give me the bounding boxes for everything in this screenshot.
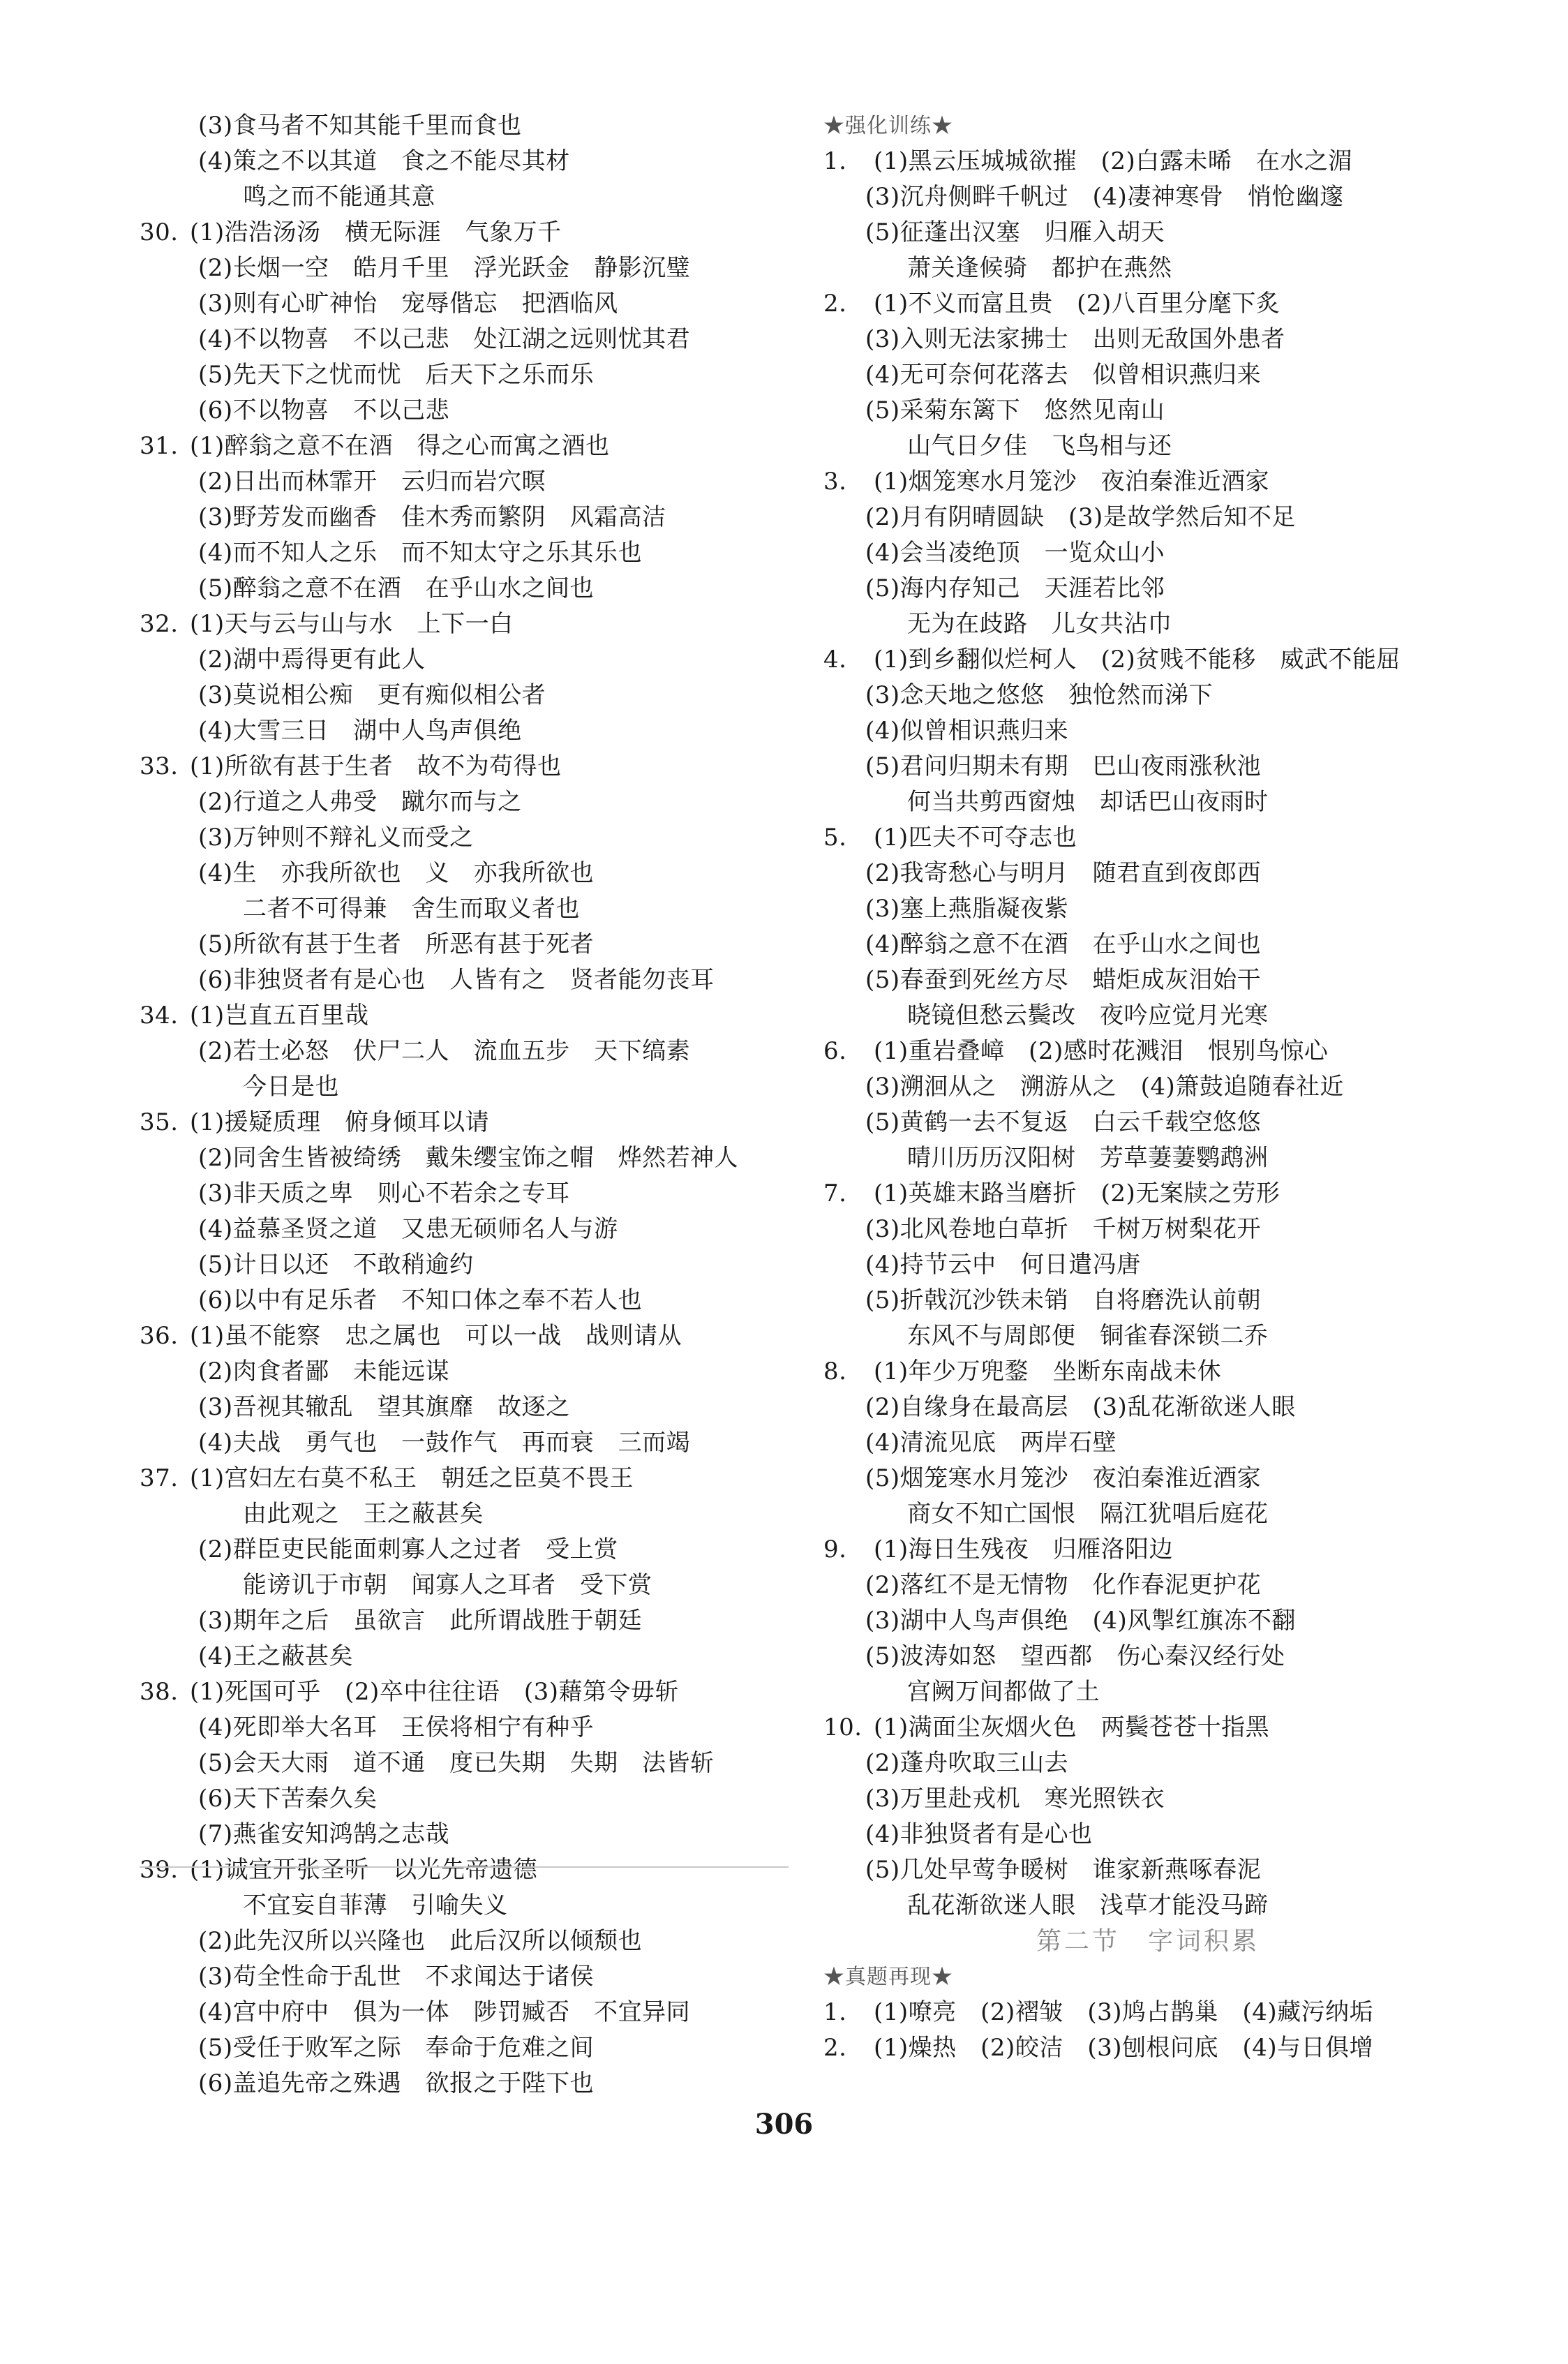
question-number: 6. <box>823 1037 847 1065</box>
answer-text: 何当共剪西窗烛 却话巴山夜雨时 <box>907 788 1269 816</box>
answer-text: (5)先天下之忧而忧 后天下之乐而乐 <box>198 361 595 389</box>
answer-text: (3)万钟则不辩礼义而受之 <box>198 824 474 852</box>
answer-text: (5)海内存知己 天涯若比邻 <box>865 574 1165 602</box>
answer-text: (5)君问归期未有期 巴山夜雨涨秋池 <box>865 752 1262 780</box>
answer-line <box>823 215 1472 251</box>
question-number: 36. <box>140 1322 179 1350</box>
answer-line <box>823 1532 1472 1568</box>
answer-line <box>140 1034 789 1069</box>
answer-text: (3)北风卷地白草折 千树万树梨花开 <box>865 1215 1262 1243</box>
answer-text: (3)沉舟侧畔千帆过 (4)凄神寒骨 悄怆幽邃 <box>865 183 1344 211</box>
answer-line <box>140 571 789 607</box>
answer-line <box>823 571 1472 607</box>
answer-line <box>823 1425 1472 1461</box>
answer-text: (2)长烟一空 皓月千里 浮光跃金 静影沉璧 <box>198 254 691 282</box>
question-number: 10. <box>823 1713 863 1741</box>
question-number: 35. <box>140 1108 179 1136</box>
answer-text: (5)所欲有甚于生者 所恶有甚于死者 <box>198 930 595 958</box>
question-number: 34. <box>140 1002 179 1029</box>
answer-line <box>823 500 1472 535</box>
answer-text: (1)浩浩汤汤 横无际涯 气象万千 <box>190 218 562 246</box>
answer-line <box>140 1390 789 1425</box>
answer-text: (4)清流见底 两岸石壁 <box>865 1429 1117 1457</box>
answer-line <box>823 464 1472 500</box>
answer-text: (3)非天质之卑 则心不若余之专耳 <box>198 1180 570 1207</box>
answer-text: (1)死国可乎 (2)卒中往往语 (3)藉第令毋斩 <box>190 1678 679 1706</box>
answer-text: 宫阙万间都做了土 <box>907 1678 1100 1706</box>
answer-line <box>823 1674 1472 1710</box>
answer-line <box>823 1496 1472 1532</box>
answer-text: (1)烟笼寒水月笼沙 夜泊秦淮近酒家 <box>874 468 1270 496</box>
answer-text: (2)蓬舟吹取三山去 <box>865 1749 1069 1777</box>
answer-line <box>823 1710 1472 1746</box>
answer-text: (5)醉翁之意不在酒 在乎山水之间也 <box>198 574 595 602</box>
answer-line <box>823 962 1472 998</box>
answer-line <box>140 1532 789 1568</box>
answer-text: (1)黑云压城城欲摧 (2)白露未晞 在水之湄 <box>874 147 1352 175</box>
answer-text: (4)生 亦我所欲也 义 亦我所欲也 <box>198 859 595 887</box>
answer-line <box>140 1888 789 1924</box>
answer-text: (3)苟全性命于乱世 不求闻达于诸侯 <box>198 1963 595 1991</box>
question-number: 2. <box>823 290 847 318</box>
answer-line <box>823 144 1472 179</box>
answer-line <box>823 357 1472 393</box>
answer-line <box>140 500 789 535</box>
answer-line <box>140 1461 789 1496</box>
answer-line <box>823 535 1472 571</box>
answer-line <box>823 749 1472 785</box>
answer-text: (2)自缘身在最高层 (3)乱花渐欲迷人眼 <box>865 1393 1296 1421</box>
answer-text: 乱花渐欲迷人眼 浅草才能没马蹄 <box>907 1891 1269 1919</box>
answer-text: (2)同舍生皆被绮绣 戴朱缨宝饰之帽 烨然若神人 <box>198 1144 739 1172</box>
answer-text: (6)天下苦秦久矣 <box>198 1785 378 1813</box>
section-header: ★真题再现★ <box>823 1965 953 1989</box>
answer-line <box>140 1710 789 1746</box>
answer-line <box>140 464 789 500</box>
answer-text: 不宜妄自菲薄 引喻失义 <box>243 1891 508 1919</box>
answer-line <box>140 1674 789 1710</box>
answer-line <box>140 1924 789 1959</box>
answer-line <box>140 1995 789 2030</box>
answer-text: (3)期年之后 虽欲言 此所谓战胜于朝廷 <box>198 1607 643 1635</box>
answer-line <box>140 678 789 713</box>
answer-line <box>823 1247 1472 1283</box>
answer-text: (4)会当凌绝顶 一览众山小 <box>865 539 1165 567</box>
answer-line <box>140 891 789 927</box>
answer-text: (6)非独贤者有是心也 人皆有之 贤者能勿丧耳 <box>198 966 715 994</box>
answer-text: (3)湖中人鸟声俱绝 (4)风掣红旗冻不翻 <box>865 1607 1296 1635</box>
answer-line <box>823 891 1472 927</box>
answer-text: 萧关逢候骑 都护在燕然 <box>907 254 1172 282</box>
answer-text: (5)波涛如怒 望西都 伤心秦汉经行处 <box>865 1642 1285 1670</box>
section-title: 第二节 字词积累 <box>1036 1927 1260 1956</box>
question-number: 39. <box>140 1856 179 1884</box>
answer-line <box>823 322 1472 357</box>
answer-line <box>140 1354 789 1390</box>
answer-line <box>140 1639 789 1674</box>
question-number: 5. <box>823 824 847 852</box>
answer-line <box>140 1568 789 1603</box>
question-number: 37. <box>140 1464 179 1492</box>
answer-line <box>823 785 1472 820</box>
answer-line <box>823 1603 1472 1639</box>
answer-line <box>140 535 789 571</box>
answer-text: (2)月有阴晴圆缺 (3)是故学然后知不足 <box>865 503 1296 531</box>
answer-line <box>140 108 789 144</box>
answer-line <box>140 322 789 357</box>
answer-text: (1)年少万兜鍪 坐断东南战未休 <box>874 1358 1222 1385</box>
answer-text: (5)会天大雨 道不通 度已失期 失期 法皆斩 <box>198 1749 715 1777</box>
answer-text: (1)诚宜开张圣听 以光先帝遗德 <box>190 1856 538 1884</box>
answer-line <box>140 357 789 393</box>
section-header: ★强化训练★ <box>823 114 953 138</box>
answer-text: (4)而不知人之乐 而不知太守之乐其乐也 <box>198 539 643 567</box>
question-number: 8. <box>823 1358 847 1385</box>
answer-text: (1)匹夫不可夺志也 <box>874 824 1077 852</box>
answer-line <box>823 1568 1472 1603</box>
answer-line <box>823 1140 1472 1176</box>
answer-line <box>140 1140 789 1176</box>
answer-text: (6)以中有足乐者 不知口体之奉不若人也 <box>198 1286 643 1314</box>
answer-line <box>823 820 1472 856</box>
answer-text: 二者不可得兼 舍生而取义者也 <box>243 895 580 923</box>
answer-line <box>140 1603 789 1639</box>
question-number: 9. <box>823 1536 847 1563</box>
answer-line <box>823 393 1472 429</box>
answer-text: (3)则有心旷神怡 宠辱偕忘 把酒临风 <box>198 290 618 318</box>
answer-line <box>823 1069 1472 1105</box>
answer-text: 鸣之而不能通其意 <box>243 183 435 211</box>
answer-line <box>140 607 789 642</box>
answer-line <box>140 1247 789 1283</box>
answer-line <box>140 998 789 1034</box>
answer-text: (4)持节云中 何日遣冯唐 <box>865 1251 1141 1279</box>
answer-line <box>140 1425 789 1461</box>
answer-text: (1)嘹亮 (2)褶皱 (3)鸠占鹊巢 (4)藏污纳垢 <box>874 1998 1374 2026</box>
answer-text: (4)宫中府中 俱为一体 陟罚臧否 不宜异同 <box>198 1998 691 2026</box>
answer-text: (5)受任于败军之际 奉命于危难之间 <box>198 2034 595 2062</box>
answer-text: (5)采菊东篱下 悠然见南山 <box>865 396 1165 424</box>
answer-line <box>823 1852 1472 1888</box>
answer-line <box>140 393 789 429</box>
answer-text: (1)英雄末路当磨折 (2)无案牍之劳形 <box>874 1180 1280 1207</box>
answer-line <box>823 713 1472 749</box>
question-number: 2. <box>823 2034 847 2062</box>
answer-text: 由此观之 王之蔽甚矣 <box>243 1500 484 1528</box>
answer-text: (5)春蚕到死丝方尽 蜡炬成灰泪始干 <box>865 966 1262 994</box>
answer-text: (5)折戟沉沙铁未销 自将磨洗认前朝 <box>865 1286 1262 1314</box>
question-number: 7. <box>823 1180 847 1207</box>
question-number: 33. <box>140 752 179 780</box>
question-number: 4. <box>823 646 847 674</box>
answer-line <box>140 144 789 179</box>
answer-line <box>823 1212 1472 1247</box>
answer-line <box>823 927 1472 962</box>
answer-text: (4)非独贤者有是心也 <box>865 1820 1093 1848</box>
answer-text: (3)塞上燕脂凝夜紫 <box>865 895 1069 923</box>
answer-line <box>140 927 789 962</box>
answer-text: (1)所欲有甚于生者 故不为苟得也 <box>190 752 562 780</box>
answer-text: (7)燕雀安知鸿鹄之志哉 <box>198 1820 450 1848</box>
answer-text: 晓镜但愁云鬓改 夜吟应觉月光寒 <box>907 1002 1269 1029</box>
answer-line <box>823 678 1472 713</box>
answer-text: (2)我寄愁心与明月 随君直到夜郎西 <box>865 859 1262 887</box>
answer-text: (2)肉食者鄙 未能远谋 <box>198 1358 450 1385</box>
answer-line <box>823 251 1472 286</box>
answer-line <box>823 1390 1472 1425</box>
answer-line <box>140 1105 789 1140</box>
answer-text: (3)万里赴戎机 寒光照铁衣 <box>865 1785 1165 1813</box>
answer-text: (1)到乡翻似烂柯人 (2)贫贱不能移 威武不能屈 <box>874 646 1401 674</box>
answer-line <box>140 1176 789 1212</box>
answer-line <box>823 1318 1472 1354</box>
answer-line <box>140 215 789 251</box>
answer-line <box>823 998 1472 1034</box>
question-number: 38. <box>140 1678 179 1706</box>
answer-text: (1)不义而富且贵 (2)八百里分麾下炙 <box>874 290 1280 318</box>
answer-line <box>140 251 789 286</box>
right-column <box>823 108 1472 2066</box>
answer-text: (6)不以物喜 不以己悲 <box>198 396 450 424</box>
answer-line <box>140 1069 789 1105</box>
answer-text: (1)岂直五百里哉 <box>190 1002 369 1029</box>
answer-line <box>823 1176 1472 1212</box>
answer-text: (2)若士必怒 伏尸二人 流血五步 天下缟素 <box>198 1037 691 1065</box>
answer-text: (4)无可奈何花落去 似曾相识燕归来 <box>865 361 1262 389</box>
question-number: 30. <box>140 218 179 246</box>
answer-line <box>140 1212 789 1247</box>
left-column <box>140 108 789 2102</box>
answer-line <box>823 1105 1472 1140</box>
answer-line <box>140 1283 789 1318</box>
question-number: 3. <box>823 468 847 496</box>
answer-text: (2)群臣吏民能面刺寡人之过者 受上赏 <box>198 1536 618 1563</box>
answer-text: (2)行道之人弗受 蹴尔而与之 <box>198 788 522 816</box>
answer-text: (1)满面尘灰烟火色 两鬓苍苍十指黑 <box>874 1713 1270 1741</box>
answer-text: (1)重岩叠嶂 (2)感时花溅泪 恨别鸟惊心 <box>874 1037 1329 1065</box>
answer-text: (4)夫战 勇气也 一鼓作气 再而衰 三而竭 <box>198 1429 691 1457</box>
answer-line <box>823 1639 1472 1674</box>
answer-line <box>140 1959 789 1995</box>
answer-line <box>823 607 1472 642</box>
answer-text: (5)征蓬出汉塞 归雁入胡天 <box>865 218 1165 246</box>
answer-line <box>823 429 1472 464</box>
answer-line <box>823 2030 1472 2066</box>
answer-line <box>823 286 1472 322</box>
answer-text: (1)燥热 (2)皎洁 (3)刨根问底 (4)与日俱增 <box>874 2034 1374 2062</box>
answer-line <box>823 1354 1472 1390</box>
answer-line <box>140 713 789 749</box>
answer-line <box>140 1781 789 1817</box>
answer-line <box>823 1781 1472 1817</box>
answer-text: 能谤讥于市朝 闻寡人之耳者 受下赏 <box>243 1571 652 1599</box>
answer-line <box>823 1888 1472 1924</box>
answer-line <box>140 179 789 215</box>
answer-text: (4)王之蔽甚矣 <box>198 1642 354 1670</box>
answer-line <box>140 286 789 322</box>
answer-line <box>140 820 789 856</box>
answer-line <box>823 642 1472 678</box>
answer-line <box>140 962 789 998</box>
answer-text: (1)醉翁之意不在酒 得之心而寓之酒也 <box>190 432 610 460</box>
answer-text: 山气日夕佳 飞鸟相与还 <box>907 432 1172 460</box>
answer-text: (4)不以物喜 不以己悲 处江湖之远则忧其君 <box>198 325 691 353</box>
answer-text: (2)湖中焉得更有此人 <box>198 646 426 674</box>
question-number: 1. <box>823 147 847 175</box>
answer-line <box>823 1995 1472 2030</box>
answer-line <box>140 749 789 785</box>
answer-text: (3)吾视其辙乱 望其旗靡 故逐之 <box>198 1393 570 1421</box>
answer-text: (5)黄鹤一去不复返 白云千载空悠悠 <box>865 1108 1262 1136</box>
answer-text: (4)醉翁之意不在酒 在乎山水之间也 <box>865 930 1262 958</box>
answer-text: 无为在歧路 儿女共沾巾 <box>907 610 1172 638</box>
answer-text: 晴川历历汉阳树 芳草萋萋鹦鹉洲 <box>907 1144 1269 1172</box>
question-number: 32. <box>140 610 179 638</box>
answer-text: (2)落红不是无情物 化作春泥更护花 <box>865 1571 1262 1599</box>
answer-text: 今日是也 <box>243 1073 339 1101</box>
answer-text: (2)日出而林霏开 云归而岩穴暝 <box>198 468 546 496</box>
answer-text: (3)莫说相公痴 更有痴似相公者 <box>198 681 546 709</box>
answer-text: 东风不与周郎便 铜雀春深锁二乔 <box>907 1322 1269 1350</box>
answer-line <box>823 1817 1472 1852</box>
answer-line <box>140 2066 789 2102</box>
answer-line <box>823 1034 1472 1069</box>
answer-text: (4)益慕圣贤之道 又患无硕师名人与游 <box>198 1215 618 1243</box>
column-divider-rule <box>140 1866 789 1868</box>
answer-text: (5)几处早莺争暖树 谁家新燕啄春泥 <box>865 1856 1262 1884</box>
answer-line <box>140 1746 789 1781</box>
answer-line <box>823 856 1472 891</box>
answer-text: (3)入则无法家拂士 出则无敌国外患者 <box>865 325 1285 353</box>
answer-line <box>140 429 789 464</box>
answer-text: (1)虽不能察 忠之属也 可以一战 战则请从 <box>190 1322 682 1350</box>
answer-text: (3)野芳发而幽香 佳木秀而繁阴 风霜高洁 <box>198 503 666 531</box>
answer-line <box>140 1318 789 1354</box>
answer-text: (2)此先汉所以兴隆也 此后汉所以倾颓也 <box>198 1927 643 1955</box>
answer-line <box>140 1852 789 1888</box>
answer-line <box>140 2030 789 2066</box>
page-number: 306 <box>754 2108 814 2141</box>
answer-line <box>823 1461 1472 1496</box>
answer-text: (1)宫妇左右莫不私王 朝廷之臣莫不畏王 <box>190 1464 634 1492</box>
answer-text: (3)念天地之悠悠 独怆然而涕下 <box>865 681 1214 709</box>
question-number: 1. <box>823 1998 847 2026</box>
answer-text: (5)烟笼寒水月笼沙 夜泊秦淮近酒家 <box>865 1464 1262 1492</box>
answer-text: (4)策之不以其道 食之不能尽其材 <box>198 147 570 175</box>
answer-line <box>140 1496 789 1532</box>
answer-text: (1)天与云与山与水 上下一白 <box>190 610 514 638</box>
answer-text: (4)似曾相识燕归来 <box>865 717 1069 745</box>
question-number: 31. <box>140 432 179 460</box>
answer-text: (1)援疑质理 俯身倾耳以请 <box>190 1108 490 1136</box>
answer-line <box>823 1283 1472 1318</box>
answer-text: (1)海日生残夜 归雁洛阳边 <box>874 1536 1174 1563</box>
answer-text: (6)盖追先帝之殊遇 欲报之于陛下也 <box>198 2069 595 2097</box>
answer-text: (3)溯洄从之 溯游从之 (4)箫鼓追随春社近 <box>865 1073 1344 1101</box>
answer-line <box>823 1746 1472 1781</box>
answer-line <box>140 785 789 820</box>
answer-line <box>140 1817 789 1852</box>
answer-line <box>140 642 789 678</box>
answer-text: 商女不知亡国恨 隔江犹唱后庭花 <box>907 1500 1269 1528</box>
answer-line <box>823 179 1472 215</box>
answer-text: (4)大雪三日 湖中人鸟声俱绝 <box>198 717 522 745</box>
answer-text: (5)计日以还 不敢稍逾约 <box>198 1251 474 1279</box>
answer-text: (3)食马者不知其能千里而食也 <box>198 112 522 140</box>
answer-line <box>140 856 789 891</box>
answer-text: (4)死即举大名耳 王侯将相宁有种乎 <box>198 1713 595 1741</box>
